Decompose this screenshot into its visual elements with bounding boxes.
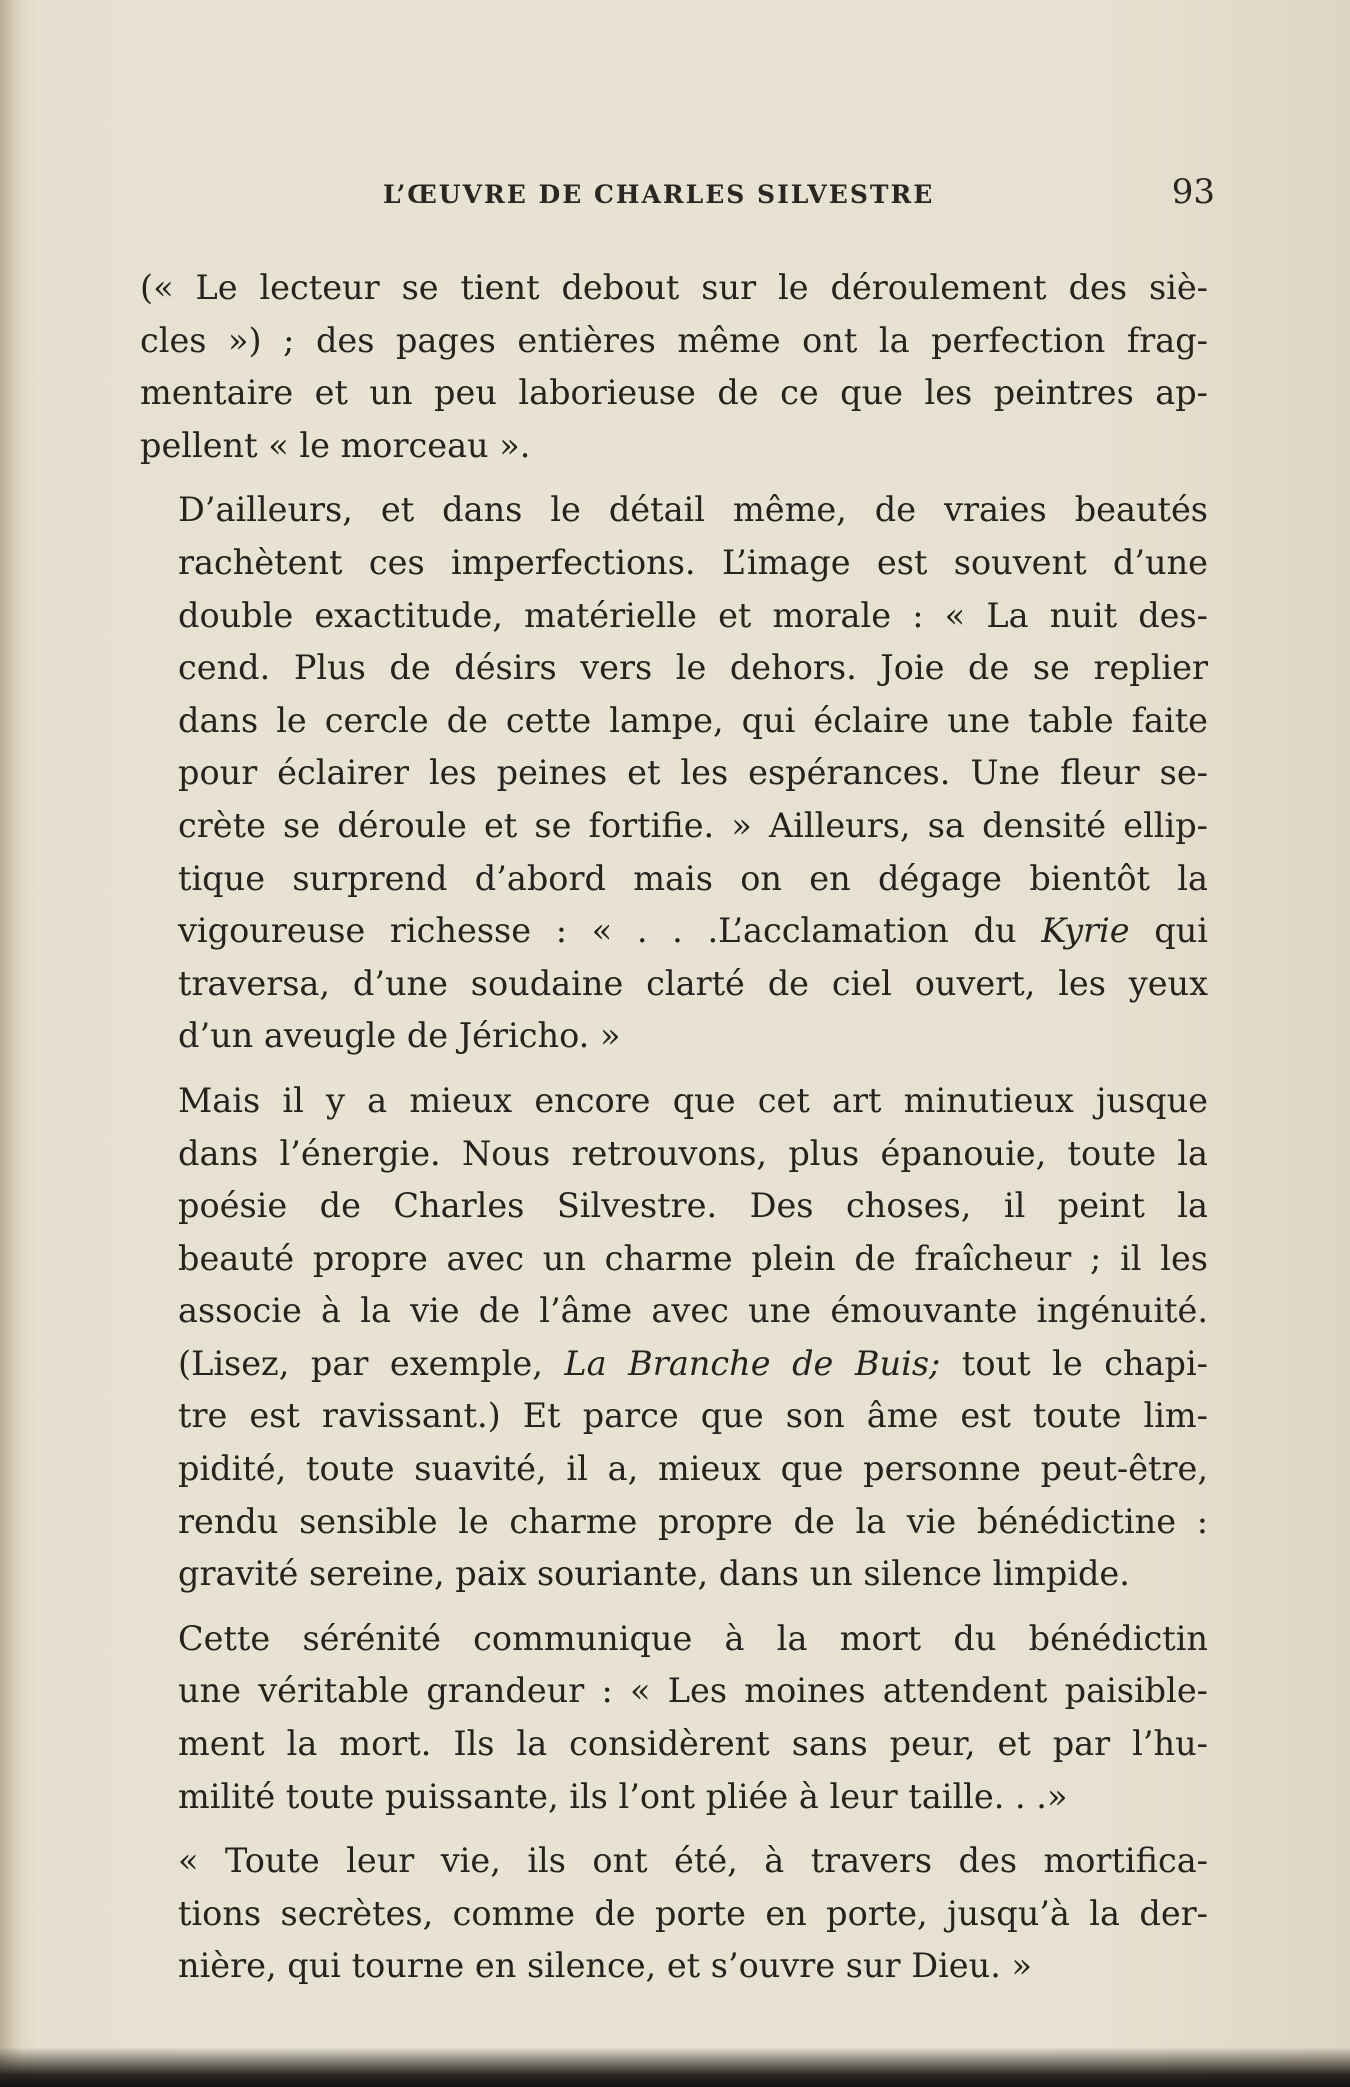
text-line: double exactitude, matérielle et morale : « La nuit des- bbox=[178, 595, 1208, 635]
text-line: cles ») ; des pages entières même ont la perfection frag- bbox=[140, 320, 1208, 360]
text-line: mentaire et un peu laborieuse de ce que les peintres ap- bbox=[140, 373, 1208, 413]
text-line: une véritable grandeur : « Les moines attendent paisible- bbox=[178, 1671, 1208, 1711]
text-line: associe à la vie de l’âme avec une émouvante ingénuité. bbox=[178, 1291, 1208, 1331]
text-line: cend. Plus de désirs vers le dehors. Joie de se replier bbox=[178, 648, 1208, 688]
text-line: poésie de Charles Silvestre. Des choses, il peint la bbox=[178, 1186, 1208, 1226]
paragraph-5 bbox=[140, 1835, 1208, 1993]
text-line: nière, qui tourne en silence, et s’ouvre sur Dieu. » bbox=[178, 1946, 1032, 1986]
text-line: pellent « le morceau ». bbox=[140, 425, 531, 465]
text-line: d’un aveugle de Jéricho. » bbox=[178, 1016, 621, 1056]
italic-branche-de-buis: La Branche de Buis; bbox=[564, 1343, 941, 1383]
paragraph-3 bbox=[140, 1075, 1208, 1601]
text-line: dans le cercle de cette lampe, qui éclaire une table faite bbox=[178, 700, 1208, 740]
page-number: 93 bbox=[1171, 172, 1215, 212]
italic-kyrie: Kyrie bbox=[1041, 911, 1130, 951]
text-line-with-italic bbox=[140, 1338, 1208, 1391]
text-line: rachètent ces imperfections. L’image est souvent d’une bbox=[178, 542, 1208, 582]
page-gutter bbox=[0, 0, 22, 2087]
paragraph-2 bbox=[140, 484, 1208, 1063]
text-line: pour éclairer les peines et les espérances. Une fleur se- bbox=[178, 753, 1208, 793]
text-line: Cette sérénité communique à la mort du bénédictin bbox=[178, 1618, 1208, 1658]
text-line-with-italic bbox=[140, 905, 1208, 958]
text-line: pidité, toute suavité, il a, mieux que personne peut-être, bbox=[178, 1449, 1208, 1489]
text-segment: (Lisez, par exemple, bbox=[178, 1343, 565, 1383]
page-header bbox=[140, 172, 1215, 222]
text-line: Mais il y a mieux encore que cet art minutieux jusque bbox=[178, 1080, 1208, 1120]
paragraph-1 bbox=[140, 262, 1208, 472]
scan-bottom-edge bbox=[0, 2047, 1350, 2087]
text-line: tions secrètes, comme de porte en porte, jusqu’à la der- bbox=[178, 1893, 1208, 1933]
text-line: tre est ravissant.) Et parce que son âme est toute lim- bbox=[178, 1396, 1208, 1436]
text-line: traversa, d’une soudaine clarté de ciel ouvert, les yeux bbox=[178, 963, 1208, 1003]
running-title: L’ŒUVRE DE CHARLES SILVESTRE bbox=[383, 180, 935, 209]
text-line: milité toute puissante, ils l’ont pliée à leur taille. . .» bbox=[178, 1776, 1068, 1816]
text-line: (« Le lecteur se tient debout sur le déroulement des siè- bbox=[140, 268, 1208, 307]
text-segment: qui bbox=[1129, 911, 1208, 951]
text-line: rendu sensible le charme propre de la vie bénédictine : bbox=[178, 1501, 1208, 1541]
text-line: D’ailleurs, et dans le détail même, de vraies beautés bbox=[178, 490, 1208, 530]
text-line: « Toute leur vie, ils ont été, à travers des mortifica- bbox=[178, 1841, 1208, 1881]
body-text bbox=[140, 262, 1208, 2005]
paragraph-4 bbox=[140, 1613, 1208, 1823]
text-line: dans l’énergie. Nous retrouvons, plus épanouie, toute la bbox=[178, 1133, 1208, 1173]
text-line: gravité sereine, paix souriante, dans un silence limpide. bbox=[178, 1554, 1130, 1594]
text-segment: tout le chapi- bbox=[940, 1343, 1208, 1383]
text-line: ment la mort. Ils la considèrent sans peur, et par l’hu- bbox=[178, 1724, 1208, 1764]
text-segment: vigoureuse richesse : « . . .L’acclamation du bbox=[178, 911, 1042, 951]
text-line: tique surprend d’abord mais on en dégage bientôt la bbox=[178, 858, 1208, 898]
text-line: crète se déroule et se fortifie. » Ailleurs, sa densité ellip- bbox=[178, 805, 1208, 845]
text-line: beauté propre avec un charme plein de fraîcheur ; il les bbox=[178, 1238, 1208, 1278]
